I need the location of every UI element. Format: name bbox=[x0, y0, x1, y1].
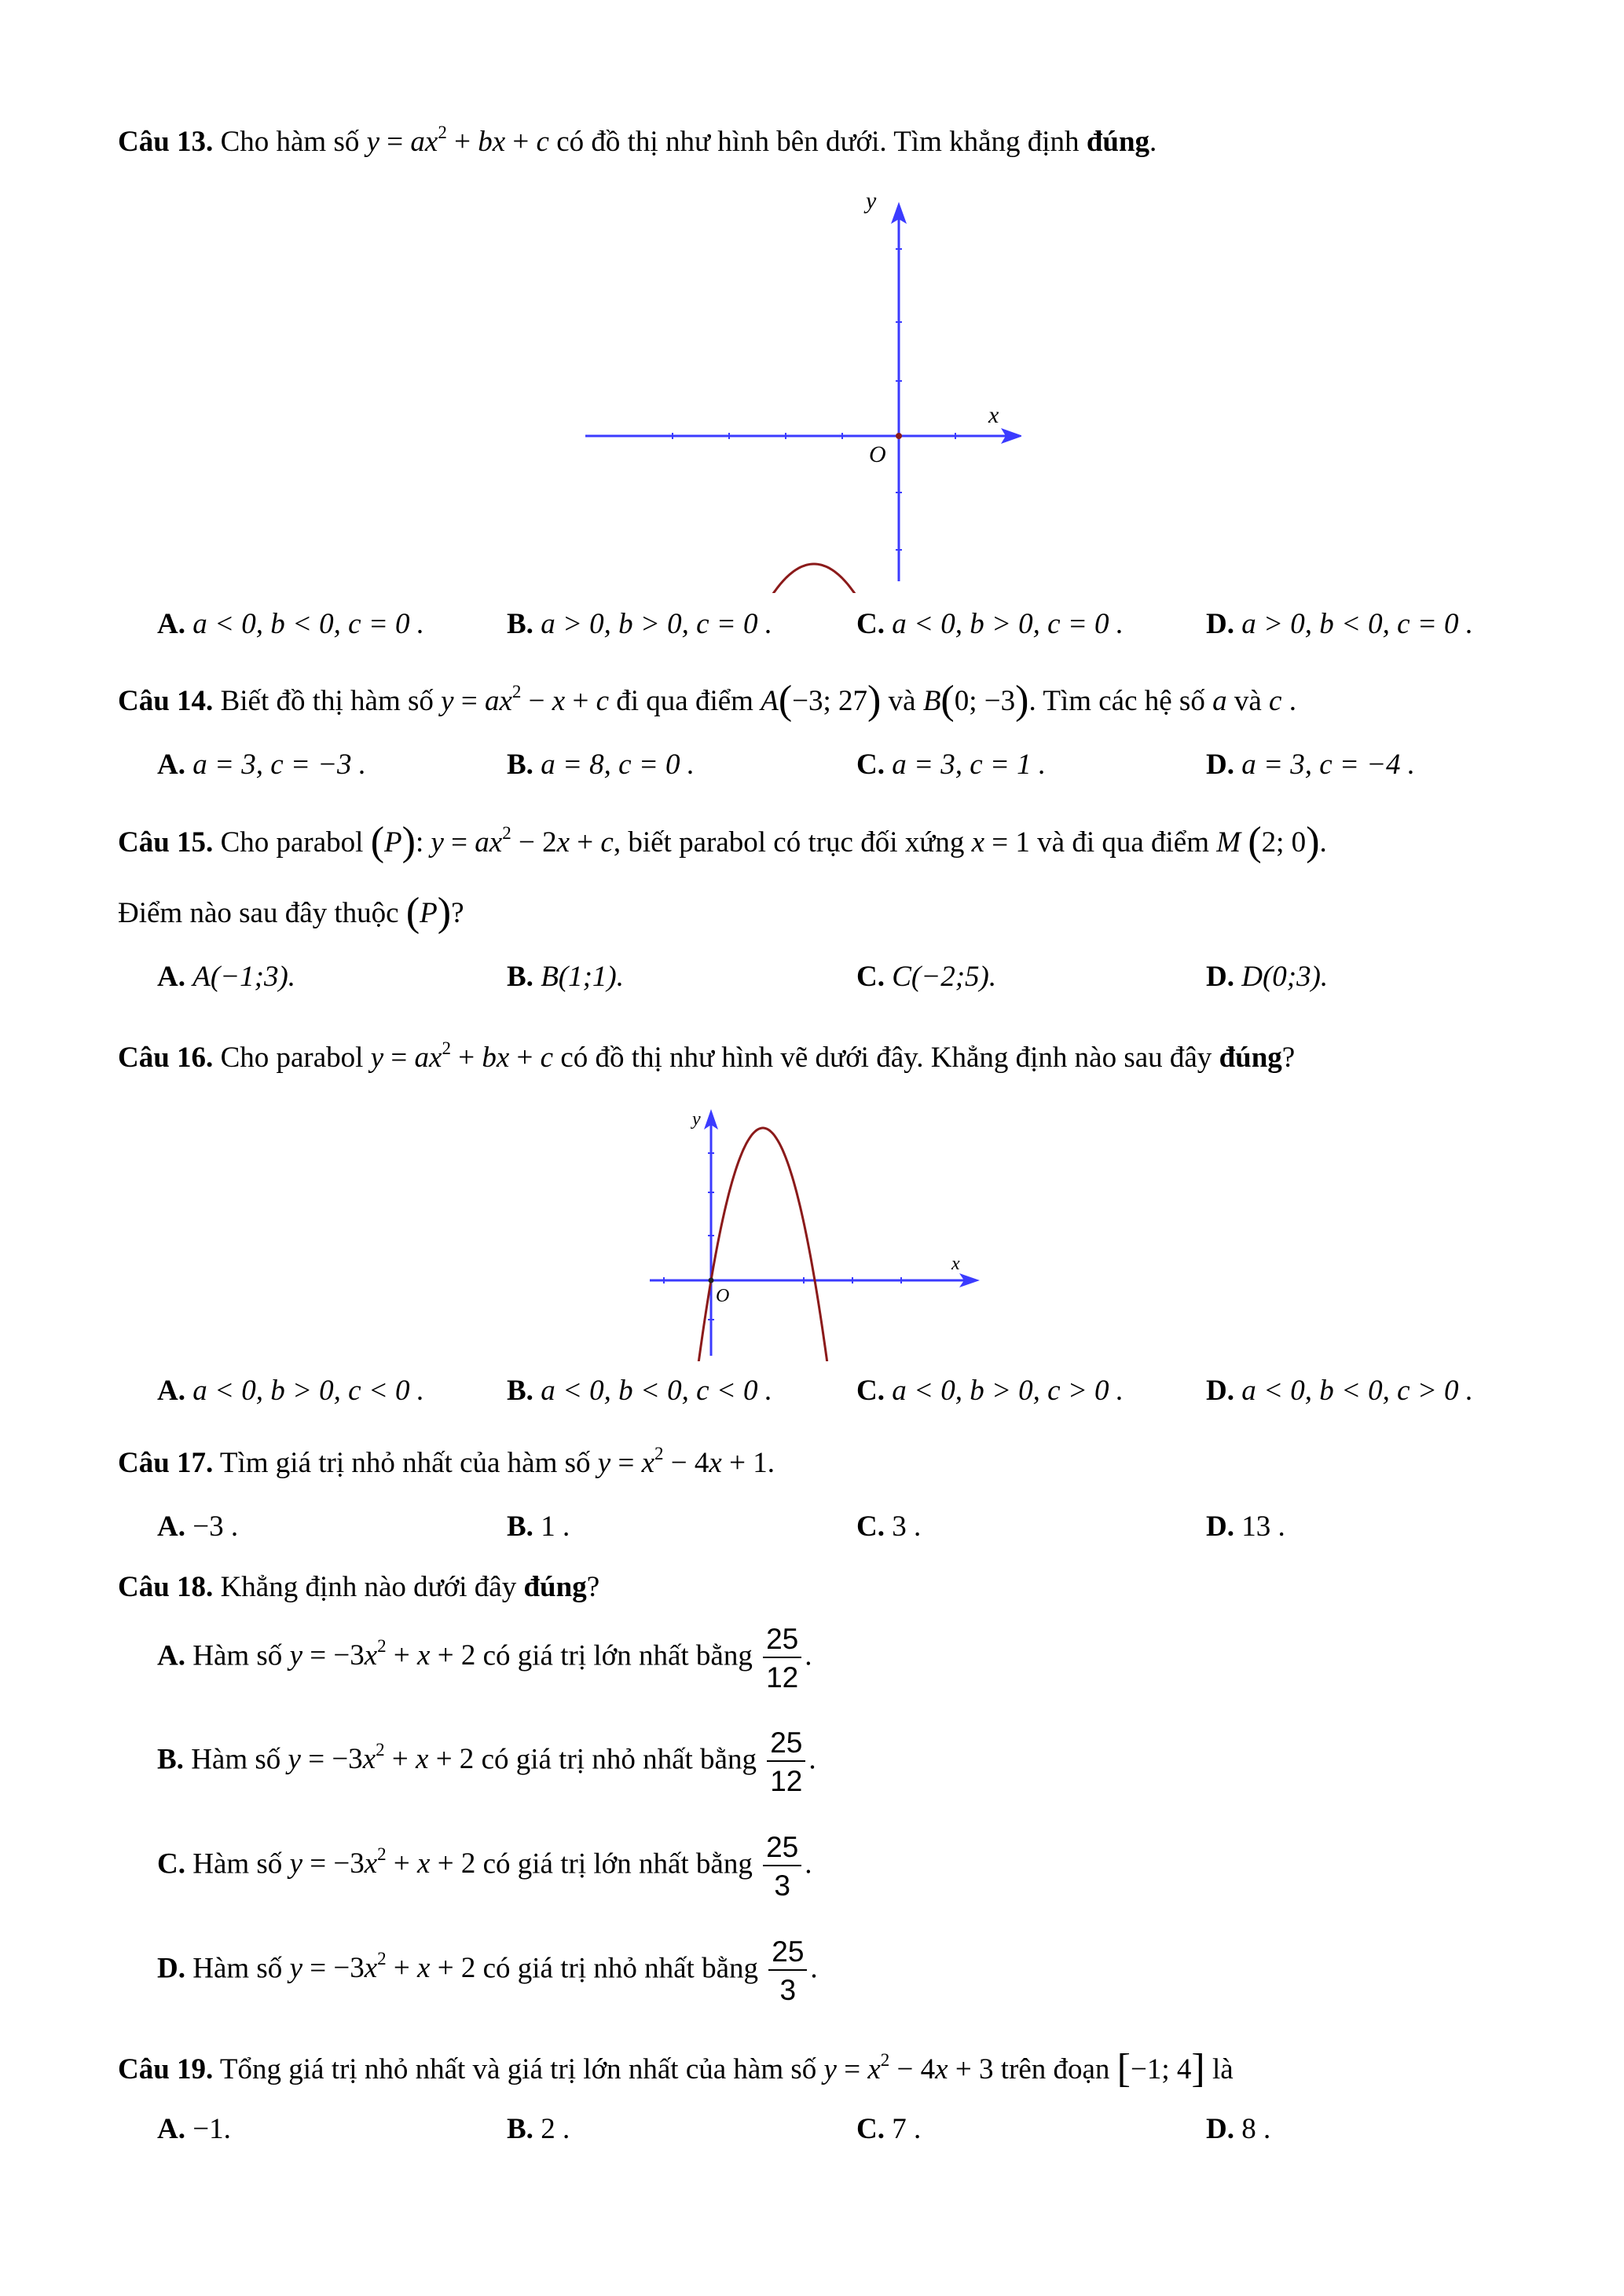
q13-parabola bbox=[672, 564, 956, 593]
q14-option-c[interactable]: C. a = 3, c = 1 . bbox=[856, 749, 1047, 781]
q14-point-b: B(0; −3) bbox=[922, 678, 1029, 723]
q19-interval: [−1; 4] bbox=[1116, 2046, 1205, 2091]
q13-origin-label: O bbox=[869, 441, 886, 467]
q16-option-b[interactable]: B. a < 0, b < 0, c < 0 . bbox=[507, 1375, 773, 1407]
q16-origin-dot bbox=[709, 1278, 714, 1283]
question-16: Câu 16. Cho parabol $y = ax^2$ + bx + c có đồ thị như hình vẽ dưới đây. Khẳng định nào sau đây đúng? bbox=[118, 1038, 1296, 1074]
q13-graph bbox=[581, 192, 1021, 593]
question-18: Câu 18. Khẳng định nào dưới đây đúng? bbox=[118, 1571, 600, 1603]
q13-option-d[interactable]: D. a > 0, b < 0, c = 0 . bbox=[1206, 608, 1474, 640]
q17-option-c[interactable]: C. 3 . bbox=[856, 1511, 922, 1543]
q15-option-b[interactable]: B. B(1;1). bbox=[507, 961, 625, 993]
q18-option-a[interactable]: A. Hàm số $y = -3x^2 + x + 2$ có giá trị lớn nhất bằng $\frac{25}{12}$ . bbox=[157, 1623, 812, 1694]
question-15: Câu 15. Cho parabol (P): $y = ax^2 - 2x + c$, biết parabol có trục đối xứng x = 1 và đi qua điểm M (2; 0). bbox=[118, 819, 1327, 864]
q15-option-a[interactable]: A. A(−1;3). bbox=[157, 961, 296, 993]
q16-option-a[interactable]: A. a < 0, b > 0, c < 0 . bbox=[157, 1375, 425, 1407]
q16-graph bbox=[640, 1106, 986, 1361]
q15-formula: (P): $y = ax^2 - 2x + c$ bbox=[370, 819, 614, 864]
q14-point-a: A(−3; 27) bbox=[761, 678, 882, 723]
q17-option-b[interactable]: B. 1 . bbox=[507, 1511, 570, 1543]
q17-formula: $y = x^2 - 4x + 1$. bbox=[597, 1444, 775, 1479]
fraction: $\frac{25}{3}$ bbox=[763, 1833, 801, 1900]
q15-option-c[interactable]: C. C(−2;5). bbox=[856, 961, 997, 993]
q19-option-d[interactable]: D. 8 . bbox=[1206, 2113, 1271, 2145]
fraction: $\frac{25}{12}$ bbox=[763, 1624, 801, 1692]
q19-formula: $y = x^2 - 4x + 3$ bbox=[823, 2050, 994, 2085]
q13-formula: $y = ax^2$ + bx + c bbox=[366, 123, 549, 158]
q13-y-label: y bbox=[866, 192, 877, 214]
q18-option-b[interactable]: B. Hàm số $y = -3x^2 + x + 2$ có giá trị nhỏ nhất bằng $\frac{25}{12}$ . bbox=[157, 1727, 816, 1797]
q19-option-a[interactable]: A. −1. bbox=[157, 2113, 231, 2145]
q13-option-a[interactable]: A. a < 0, b < 0, c = 0 . bbox=[157, 608, 425, 640]
question-19: Câu 19. Tổng giá trị nhỏ nhất và giá trị lớn nhất của hàm số $y = x^2 - 4x + 3$ trên đoạn [−1; 4] là bbox=[118, 2046, 1234, 2091]
q13-origin-dot bbox=[896, 433, 902, 439]
question-13: Câu 13. Cho hàm số $y = ax^2$ + bx + c có đồ thị như hình bên dưới. Tìm khẳng định đúng. bbox=[118, 123, 1157, 158]
q16-origin-label: O bbox=[716, 1286, 730, 1306]
q17-option-d[interactable]: D. 13 . bbox=[1206, 1511, 1285, 1543]
question-14: Câu 14. Biết đồ thị hàm số $y = ax^2 - x + c$ đi qua điểm A(−3; 27) và B(0; −3). Tìm các hệ số a và c . bbox=[118, 678, 1296, 723]
question-17: Câu 17. Tìm giá trị nhỏ nhất của hàm số $y = x^2 - 4x + 1$. bbox=[118, 1444, 775, 1479]
q14-option-a[interactable]: A. a = 3, c = −3 . bbox=[157, 749, 367, 781]
fraction: $\frac{25}{3}$ bbox=[768, 1937, 807, 2005]
fraction: $\frac{25}{12}$ bbox=[767, 1728, 805, 1796]
q17-option-a[interactable]: A. −3 . bbox=[157, 1511, 239, 1543]
q14-option-d[interactable]: D. a = 3, c = −4 . bbox=[1206, 749, 1416, 781]
question-15-line2: Điểm nào sau đây thuộc (P)? bbox=[118, 890, 464, 935]
q18-option-c[interactable]: C. Hàm số $y = -3x^2 + x + 2$ có giá trị lớn nhất bằng $\frac{25}{3}$ . bbox=[157, 1831, 812, 1902]
q13-number: Câu 13. bbox=[118, 126, 214, 158]
q13-x-label: x bbox=[988, 402, 999, 428]
q16-formula: $y = ax^2$ + bx + c bbox=[370, 1038, 554, 1074]
q18-option-d[interactable]: D. Hàm số $y = -3x^2 + x + 2$ có giá trị nhỏ nhất bằng $\frac{25}{3}$ . bbox=[157, 1935, 818, 2006]
q16-option-d[interactable]: D. a < 0, b < 0, c > 0 . bbox=[1206, 1375, 1474, 1407]
q19-option-b[interactable]: B. 2 . bbox=[507, 2113, 570, 2145]
q15-option-d[interactable]: D. D(0;3). bbox=[1206, 961, 1329, 993]
q16-x-label: x bbox=[951, 1254, 960, 1274]
q13-option-c[interactable]: C. a < 0, b > 0, c = 0 . bbox=[856, 608, 1124, 640]
q15-point-m: M (2; 0) bbox=[1216, 819, 1320, 864]
q16-option-c[interactable]: C. a < 0, b > 0, c > 0 . bbox=[856, 1375, 1124, 1407]
q13-option-b[interactable]: B. a > 0, b > 0, c = 0 . bbox=[507, 608, 773, 640]
q14-option-b[interactable]: B. a = 8, c = 0 . bbox=[507, 749, 695, 781]
q16-y-label: y bbox=[692, 1109, 701, 1130]
q14-formula: $y = ax^2 - x + c$ bbox=[441, 682, 610, 717]
q19-option-c[interactable]: C. 7 . bbox=[856, 2113, 922, 2145]
q16-parabola bbox=[658, 1128, 872, 1361]
